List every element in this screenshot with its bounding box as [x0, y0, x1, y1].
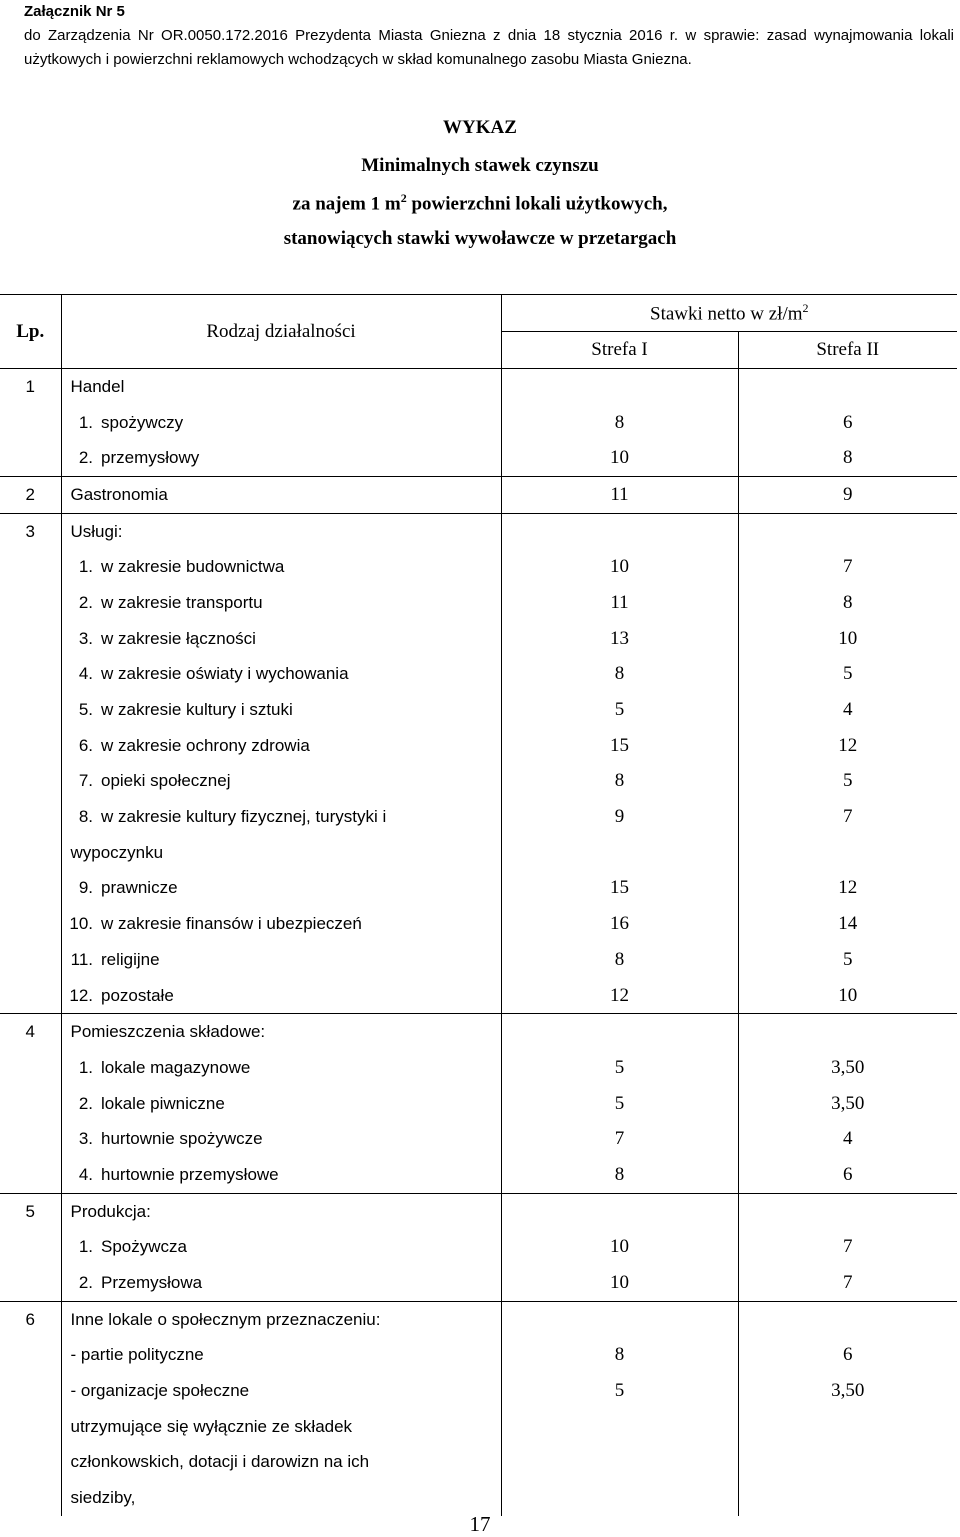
cell-activity: w zakresie budownictwa	[101, 549, 501, 585]
table-row	[0, 1157, 957, 1193]
cell-lp	[0, 942, 61, 978]
table-row	[0, 942, 957, 978]
cell-lp	[0, 1373, 61, 1409]
cell-zone2: 4	[843, 1128, 853, 1150]
table-row	[0, 369, 957, 405]
cell-zone2: 12	[838, 734, 858, 756]
cell-lp	[0, 549, 61, 585]
cell-item-number: 1.	[78, 1057, 93, 1077]
cell-zone2: 7	[843, 556, 853, 578]
cell-item-number: 6.	[78, 735, 93, 755]
cell-zone2: 10	[838, 984, 858, 1006]
cell-activity: lokale piwniczne	[101, 1086, 501, 1122]
cell-lp: 6	[0, 1301, 61, 1337]
cell-zone2: 7	[843, 1272, 853, 1294]
cell-item-number: 7.	[78, 771, 93, 791]
cell-zone1: 8	[501, 657, 738, 693]
table-row	[0, 835, 957, 871]
cell-activity: Produkcja:	[61, 1193, 501, 1229]
page-number: 17	[469, 1512, 491, 1536]
cell-activity: w zakresie ochrony zdrowia	[101, 728, 501, 764]
col-zone2-header: Strefa II	[738, 332, 957, 369]
cell-lp	[0, 1121, 61, 1157]
cell-item-number: 12.	[69, 985, 93, 1005]
attachment-label: Załącznik Nr 5	[24, 3, 125, 20]
cell-zone2	[738, 1480, 957, 1516]
cell-activity: w zakresie transportu	[101, 585, 501, 621]
col-type-header: Rodzaj działalności	[61, 295, 501, 369]
table-row	[0, 799, 957, 835]
cell-zone2: 6	[843, 1163, 853, 1185]
cell-zone1	[501, 1193, 738, 1229]
doc-subtitle-line3-sup: 2	[400, 191, 407, 205]
cell-zone1: 10	[501, 440, 738, 476]
table-row	[0, 513, 957, 549]
cell-lp	[0, 585, 61, 621]
cell-item-number: 9.	[78, 878, 93, 898]
cell-activity: Usługi:	[61, 513, 501, 549]
cell-zone2: 14	[838, 913, 858, 935]
doc-subtitle-line3-post: powierzchni lokali użytkowych,	[406, 193, 668, 215]
rates-table-body	[0, 369, 957, 1517]
cell-zone1	[501, 1480, 738, 1516]
cell-activity: w zakresie łączności	[101, 621, 501, 657]
cell-lp	[0, 1338, 61, 1374]
cell-zone2: 10	[838, 627, 858, 649]
cell-lp: 1	[0, 369, 61, 405]
cell-item-number: 5.	[78, 700, 93, 720]
cell-item-number: 11.	[70, 949, 93, 969]
cell-zone2: 5	[843, 663, 853, 685]
doc-title: WYKAZ	[443, 117, 517, 138]
table-row	[0, 728, 957, 764]
cell-zone1: 8	[501, 1338, 738, 1374]
cell-item-number: 3.	[78, 628, 93, 648]
cell-lp	[0, 1086, 61, 1122]
cell-zone1: 13	[501, 621, 738, 657]
cell-lp	[0, 835, 61, 871]
table-row	[0, 440, 957, 476]
cell-activity: hurtownie spożywcze	[101, 1121, 501, 1157]
cell-activity: Handel	[61, 369, 501, 405]
cell-item-number: 2.	[78, 1273, 93, 1293]
cell-zone1: 12	[501, 978, 738, 1014]
cell-lp: 3	[0, 513, 61, 549]
cell-activity: Przemysłowa	[101, 1265, 501, 1301]
col-rates-header-text: Stawki netto w zł/m	[650, 303, 803, 325]
cell-zone1: 15	[501, 728, 738, 764]
doc-subtitle-line3-pre: za najem 1 m	[292, 193, 401, 215]
cell-zone1: 11	[501, 585, 738, 621]
cell-activity: członkowskich, dotacji i darowizn na ich	[61, 1445, 501, 1481]
cell-activity: lokale magazynowe	[101, 1050, 501, 1086]
cell-lp	[0, 1230, 61, 1266]
cell-zone2: 4	[843, 699, 853, 721]
cell-activity: w zakresie oświaty i wychowania	[101, 657, 501, 693]
rates-table	[0, 294, 957, 1516]
attachment-reference-cont: użytkowych i powierzchni reklamowych wchodzących w skład komunalnego zasobu Miasta Gniezna.	[24, 51, 692, 68]
cell-activity: utrzymujące się wyłącznie ze składek	[61, 1409, 501, 1445]
cell-zone2: 9	[738, 477, 957, 514]
table-row	[0, 1445, 957, 1481]
cell-zone2: 6	[843, 1344, 853, 1366]
cell-zone1: 9	[501, 799, 738, 835]
cell-zone2: 3,50	[831, 1092, 865, 1114]
cell-item-number: 2.	[78, 592, 93, 612]
cell-zone1	[501, 1301, 738, 1337]
cell-zone2: 5	[843, 770, 853, 792]
col-zone1-header: Strefa I	[501, 332, 738, 369]
table-row	[0, 1050, 957, 1086]
cell-activity: - organizacje społeczne	[61, 1373, 501, 1409]
table-row	[0, 1338, 957, 1374]
col-rates-header-sup: 2	[802, 300, 809, 315]
cell-zone2: 6	[843, 411, 853, 433]
table-row	[0, 764, 957, 800]
cell-lp	[0, 1445, 61, 1481]
cell-activity: spożywczy	[101, 405, 501, 441]
col-lp-header: Lp.	[0, 295, 61, 369]
cell-lp	[0, 978, 61, 1014]
cell-lp	[0, 799, 61, 835]
table-row	[0, 1373, 957, 1409]
table-row	[0, 1121, 957, 1157]
table-row	[0, 1301, 957, 1337]
cell-zone1	[501, 369, 738, 405]
cell-zone1: 7	[501, 1121, 738, 1157]
cell-zone1: 11	[501, 477, 738, 514]
cell-zone2: 3,50	[831, 1380, 865, 1402]
cell-lp	[0, 1157, 61, 1193]
cell-zone1	[501, 1445, 738, 1481]
cell-activity: w zakresie kultury fizycznej, turystyki i	[101, 799, 501, 835]
cell-lp	[0, 1265, 61, 1301]
doc-subtitle-line3	[0, 191, 960, 215]
cell-activity: Inne lokale o społecznym przeznaczeniu:	[61, 1301, 501, 1337]
cell-zone1: 8	[501, 405, 738, 441]
cell-zone2: 12	[838, 877, 858, 899]
cell-activity: religijne	[101, 942, 501, 978]
attachment-reference: do Zarządzenia Nr OR.0050.172.2016 Prezydenta Miasta Gniezna z dnia 18 stycznia 2016 r. w sprawie: zasad wynajmowania lokali	[24, 27, 954, 44]
cell-lp	[0, 657, 61, 693]
cell-zone2: 3,50	[831, 1056, 865, 1078]
cell-item-number: 1.	[78, 1237, 93, 1257]
cell-zone2	[738, 1014, 957, 1050]
cell-activity: hurtownie przemysłowe	[101, 1157, 501, 1193]
cell-zone2: 8	[843, 591, 853, 613]
cell-zone1: 5	[501, 692, 738, 728]
cell-item-number: 2.	[78, 448, 93, 468]
cell-activity: wypoczynku	[61, 835, 501, 871]
cell-zone1	[501, 513, 738, 549]
cell-activity: Pomieszczenia składowe:	[61, 1014, 501, 1050]
table-row	[0, 657, 957, 693]
table-row	[0, 1230, 957, 1266]
cell-lp	[0, 1480, 61, 1516]
cell-zone1: 5	[501, 1086, 738, 1122]
cell-lp	[0, 621, 61, 657]
cell-activity: opieki społecznej	[101, 764, 501, 800]
cell-activity: - partie polityczne	[61, 1338, 501, 1374]
cell-item-number: 2.	[78, 1093, 93, 1113]
cell-zone1: 10	[501, 549, 738, 585]
cell-zone1: 5	[501, 1373, 738, 1409]
cell-zone2	[738, 513, 957, 549]
cell-zone2: 7	[843, 806, 853, 828]
cell-zone1: 15	[501, 871, 738, 907]
cell-zone2: 5	[843, 948, 853, 970]
cell-zone1: 10	[501, 1230, 738, 1266]
table-row	[0, 477, 957, 514]
cell-item-number: 10.	[69, 914, 93, 934]
cell-zone2	[738, 1193, 957, 1229]
cell-item-number: 1.	[78, 412, 93, 432]
table-row	[0, 906, 957, 942]
doc-subtitle: Minimalnych stawek czynszu	[361, 155, 599, 176]
cell-zone1: 8	[501, 764, 738, 800]
cell-zone1	[501, 1014, 738, 1050]
table-row	[0, 978, 957, 1014]
cell-zone2: 8	[843, 447, 853, 469]
cell-lp	[0, 764, 61, 800]
cell-lp	[0, 692, 61, 728]
cell-zone1: 10	[501, 1265, 738, 1301]
cell-zone1: 16	[501, 906, 738, 942]
cell-activity: Spożywcza	[101, 1230, 501, 1266]
table-row	[0, 1193, 957, 1229]
cell-lp: 2	[0, 477, 61, 514]
cell-zone2	[738, 1409, 957, 1445]
cell-lp: 5	[0, 1193, 61, 1229]
cell-zone2	[738, 1445, 957, 1481]
cell-zone1: 5	[501, 1050, 738, 1086]
table-row	[0, 1265, 957, 1301]
col-rates-header	[501, 295, 957, 332]
cell-zone2	[738, 369, 957, 405]
table-row	[0, 871, 957, 907]
cell-zone1	[501, 1409, 738, 1445]
document-header	[24, 0, 954, 72]
cell-lp	[0, 906, 61, 942]
cell-activity: siedziby,	[61, 1480, 501, 1516]
cell-zone1: 8	[501, 1157, 738, 1193]
cell-item-number: 8.	[78, 807, 93, 827]
table-row	[0, 1086, 957, 1122]
cell-lp	[0, 1050, 61, 1086]
cell-lp	[0, 440, 61, 476]
cell-zone2	[738, 1301, 957, 1337]
table-row	[0, 405, 957, 441]
cell-activity: w zakresie finansów i ubezpieczeń	[101, 906, 501, 942]
cell-activity: pozostałe	[101, 978, 501, 1014]
cell-item-number: 1.	[78, 557, 93, 577]
table-row	[0, 549, 957, 585]
table-row	[0, 1480, 957, 1516]
table-row	[0, 621, 957, 657]
cell-item-number: 3.	[78, 1129, 93, 1149]
cell-item-number: 4.	[78, 664, 93, 684]
cell-lp	[0, 871, 61, 907]
cell-item-number: 4.	[78, 1164, 93, 1184]
table-row	[0, 692, 957, 728]
cell-zone2: 7	[843, 1236, 853, 1258]
cell-zone2	[738, 835, 957, 871]
table-row	[0, 1409, 957, 1445]
table-row	[0, 1014, 957, 1050]
table-row	[0, 585, 957, 621]
cell-lp: 4	[0, 1014, 61, 1050]
cell-activity: przemysłowy	[101, 440, 501, 476]
cell-zone1: 8	[501, 942, 738, 978]
cell-lp	[0, 1409, 61, 1445]
cell-lp	[0, 405, 61, 441]
cell-activity: Gastronomia	[61, 477, 501, 514]
cell-lp	[0, 728, 61, 764]
cell-activity: w zakresie kultury i sztuki	[101, 692, 501, 728]
cell-zone1	[501, 835, 738, 871]
doc-subtitle-line4: stanowiących stawki wywoławcze w przetargach	[283, 228, 677, 249]
cell-activity: prawnicze	[101, 871, 501, 907]
